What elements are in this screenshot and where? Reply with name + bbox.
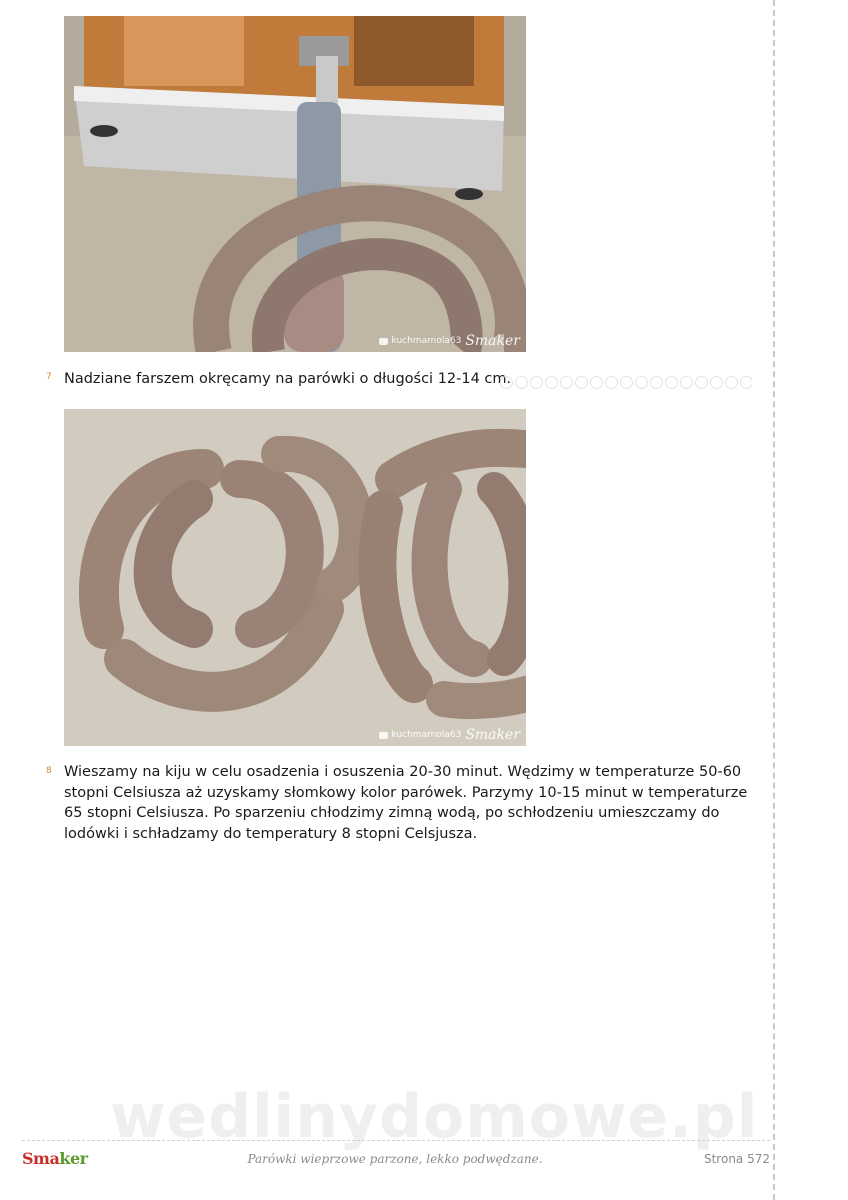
step-text: Wieszamy na kiju w celu osadzenia i osuszenia 20-30 minut. Wędzimy w temperaturze 50-60 stopni Celsiusza aż uzyskamy słomkowy kolor parówek. Parzymy 10-15 minut w temperaturze 65 stopni Celsiusza. Po sparzeniu chłodzimy zimną wodą, po schłodzeniu umieszczamy do lodówki i schładzamy do temperatury 8 stopni Celsjusza.: [64, 764, 748, 842]
photo-watermark: [379, 333, 520, 349]
recipe-title: Parówki wieprzowe parzone, lekko podwędzane.: [247, 1152, 543, 1166]
photo-watermark: [379, 727, 520, 743]
decorative-circles: [500, 376, 752, 390]
logo-main: Sma: [22, 1149, 60, 1168]
watermark-user: kuchmarnola63: [391, 730, 462, 740]
logo-accent: ker: [59, 1149, 88, 1168]
photo-sausages-illustration: [64, 409, 526, 746]
watermark-brand: Smaker: [465, 727, 520, 743]
watermark-brand: Smaker: [465, 333, 520, 349]
smaker-logo: [22, 1149, 88, 1168]
camera-icon: [379, 732, 388, 739]
watermark-user: kuchmarnola63: [391, 336, 462, 346]
camera-icon: [379, 338, 388, 345]
recipe-photo-sausages: [64, 409, 526, 746]
step-number: 7: [46, 372, 52, 382]
photo-stuffing-illustration: [64, 16, 526, 352]
page-right-dashed-border: [773, 0, 775, 1200]
site-watermark: wedlinydomowe.pl: [110, 1082, 759, 1152]
step-number: 8: [46, 766, 52, 776]
recipe-photo-stuffing: [64, 16, 526, 352]
footer-divider: [22, 1140, 770, 1141]
step-text: Nadziane farszem okręcamy na parówki o długości 12-14 cm.: [64, 371, 512, 387]
page-number: Strona 572: [703, 1152, 770, 1166]
